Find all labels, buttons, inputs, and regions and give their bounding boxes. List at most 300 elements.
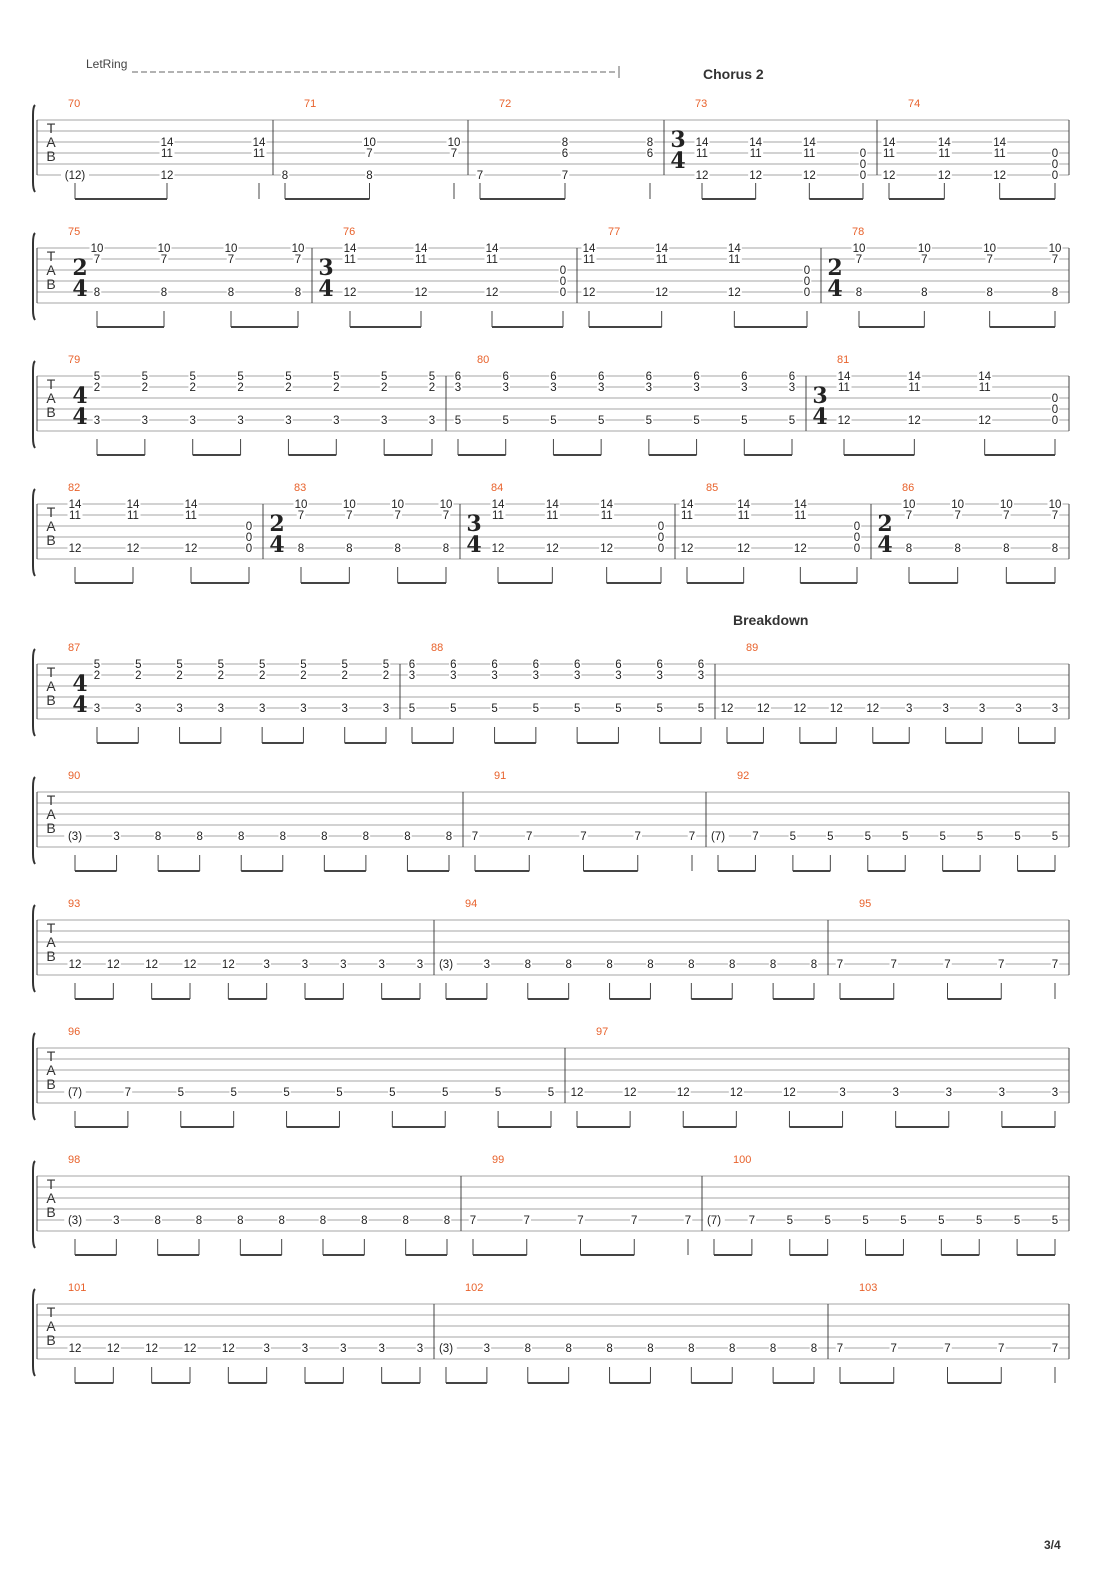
fret-number: 7: [836, 959, 844, 971]
fret-number: 6: [502, 371, 509, 383]
fret-number: 5: [938, 1215, 945, 1227]
time-signature-top: 3: [812, 383, 828, 409]
fret-number: 0: [1051, 404, 1059, 416]
fret-number: 11: [127, 510, 139, 522]
fret-number: 5: [532, 703, 540, 715]
fret-number: 10: [342, 499, 356, 511]
fret-number: 0: [559, 276, 567, 288]
measure-number: 71: [304, 98, 317, 110]
fret-number: 3: [428, 415, 436, 427]
fret-number: 14: [184, 499, 198, 511]
fret-number: 11: [655, 254, 668, 266]
fret-number: 8: [278, 1215, 285, 1227]
fret-number: 7: [1003, 510, 1010, 522]
fret-number: 3: [697, 670, 705, 682]
fret-number: 0: [1051, 415, 1059, 427]
tab-letter-a: A: [46, 678, 56, 694]
fret-number: 11: [938, 148, 951, 160]
system-bracket: [33, 905, 35, 992]
fret-number: 14: [737, 499, 751, 511]
time-signature-top: 4: [72, 671, 88, 697]
fret-number: 8: [561, 137, 569, 149]
fret-number: 11: [583, 254, 595, 266]
fret-number: 8: [346, 543, 353, 555]
fret-number: 11: [546, 510, 559, 522]
fret-number: 7: [526, 831, 533, 843]
fret-number: 6: [550, 371, 557, 383]
fret-number: 12: [907, 415, 921, 427]
fret-number: 8: [366, 170, 373, 182]
time-signature-bottom: 4: [72, 692, 88, 718]
fret-number: 14: [252, 137, 266, 149]
tab-letter-a: A: [46, 1190, 56, 1206]
system-bracket: [33, 105, 35, 192]
fret-number: 8: [565, 1343, 572, 1355]
fret-number: 3: [645, 382, 653, 394]
fret-number: 3: [341, 703, 348, 715]
fret-number: 2: [382, 670, 390, 682]
fret-number: 8: [855, 287, 863, 299]
fret-number: 10: [999, 499, 1013, 511]
fret-number: 3: [532, 670, 540, 682]
fret-number: 3: [450, 670, 457, 682]
tab-letter-a: A: [46, 262, 56, 278]
tab-letter-t: T: [46, 120, 56, 136]
fret-number: 3: [340, 1343, 347, 1355]
fret-number: 5: [902, 831, 909, 843]
time-signature-bottom: 4: [72, 404, 88, 430]
measure-number: 73: [695, 98, 708, 110]
section-label-chorus-2: Chorus 2: [703, 66, 764, 82]
measure-number: 82: [68, 482, 81, 494]
tab-letter-t: T: [46, 1176, 56, 1192]
fret-number: 3: [135, 703, 142, 715]
fret-number: 11: [681, 510, 693, 522]
fret-number: 14: [802, 137, 816, 149]
fret-number: 10: [1048, 499, 1062, 511]
fret-number: 12: [545, 543, 559, 555]
fret-number: 12: [993, 170, 1007, 182]
measure-number: 102: [465, 1282, 484, 1294]
fret-number: 7: [986, 254, 993, 266]
fret-number: 3: [113, 831, 120, 843]
time-signature-bottom: 4: [670, 148, 686, 174]
measure-number: 78: [852, 226, 865, 238]
fret-number: 12: [695, 170, 709, 182]
fret-number: 3: [416, 1343, 424, 1355]
fret-number: 5: [1051, 831, 1059, 843]
fret-number: (7): [706, 1215, 722, 1227]
fret-number: 6: [454, 371, 462, 383]
fret-number: 6: [615, 659, 622, 671]
fret-number: 5: [697, 703, 705, 715]
fret-number: 12: [793, 703, 807, 715]
fret-number: 3: [340, 959, 347, 971]
fret-number: 12: [937, 170, 951, 182]
fret-number: 3: [483, 1343, 491, 1355]
fret-number: 12: [106, 1343, 120, 1355]
tab-letter-t: T: [46, 248, 56, 264]
system-bracket: [33, 777, 35, 864]
fret-number: (7): [67, 1087, 83, 1099]
fret-number: 3: [788, 382, 796, 394]
fret-number: 8: [729, 959, 736, 971]
fret-number: 12: [720, 703, 734, 715]
time-signature-top: 2: [269, 511, 285, 537]
fret-number: 5: [93, 371, 101, 383]
time-signature-top: 3: [318, 255, 334, 281]
fret-number: 12: [183, 1343, 197, 1355]
fret-number: 12: [866, 703, 880, 715]
fret-number: 10: [951, 499, 965, 511]
fret-number: 12: [737, 543, 751, 555]
fret-number: 12: [184, 543, 198, 555]
fret-number: 5: [1013, 1215, 1021, 1227]
fret-number: 8: [154, 1215, 161, 1227]
fret-number: 14: [907, 371, 921, 383]
fret-number: 3: [93, 415, 101, 427]
fret-number: 12: [145, 1343, 159, 1355]
fret-number: 7: [450, 148, 458, 160]
fret-number: 14: [937, 137, 951, 149]
fret-number: 5: [333, 371, 340, 383]
fret-number: 8: [238, 831, 245, 843]
fret-number: 5: [237, 371, 244, 383]
time-signature-bottom: 4: [318, 276, 334, 302]
fret-number: 3: [380, 415, 388, 427]
fret-number: 10: [917, 243, 931, 255]
fret-number: 5: [502, 415, 509, 427]
fret-number: 5: [177, 1087, 184, 1099]
measure-number: 93: [68, 898, 81, 910]
fret-number: 5: [336, 1087, 343, 1099]
fret-number: 14: [545, 499, 559, 511]
system-bracket: [33, 233, 35, 320]
fret-number: 7: [836, 1343, 844, 1355]
tab-letter-t: T: [46, 920, 56, 936]
fret-number: 7: [944, 1343, 951, 1355]
fret-number: 5: [741, 415, 748, 427]
fret-number: 7: [905, 510, 913, 522]
fret-number: (3): [438, 959, 454, 971]
fret-number: 10: [294, 499, 308, 511]
fret-number: 3: [1015, 703, 1022, 715]
fret-number: 8: [281, 170, 289, 182]
fret-number: 3: [263, 1343, 270, 1355]
fret-number: 7: [297, 510, 305, 522]
fret-number: 7: [346, 510, 353, 522]
fret-number: 10: [447, 137, 461, 149]
fret-number: (7): [710, 831, 726, 843]
fret-number: 7: [476, 170, 484, 182]
time-signature-top: 3: [466, 511, 482, 537]
system-bracket: [33, 361, 35, 448]
fret-number: 8: [986, 287, 993, 299]
measure-number: 88: [431, 642, 444, 654]
fret-number: 5: [230, 1087, 237, 1099]
time-signature-bottom: 4: [812, 404, 828, 430]
fret-number: (3): [67, 1215, 83, 1227]
measure-number: 72: [499, 98, 512, 110]
fret-number: 5: [285, 371, 292, 383]
measure-number: 86: [902, 482, 915, 494]
fret-number: 8: [279, 831, 286, 843]
fret-number: 11: [883, 148, 895, 160]
fret-number: 5: [862, 1215, 869, 1227]
fret-number: 7: [998, 959, 1005, 971]
fret-number: 6: [697, 659, 705, 671]
fret-number: 5: [900, 1215, 907, 1227]
fret-number: 7: [160, 254, 168, 266]
fret-number: 3: [573, 670, 581, 682]
fret-number: 10: [291, 243, 305, 255]
fret-number: 14: [343, 243, 357, 255]
fret-number: 12: [749, 170, 763, 182]
fret-number: 11: [908, 382, 921, 394]
fret-number: 5: [442, 1087, 449, 1099]
fret-number: 2: [333, 382, 340, 394]
system-bracket: [33, 489, 35, 576]
time-signature-bottom: 4: [827, 276, 843, 302]
fret-number: 6: [491, 659, 498, 671]
fret-number: 12: [68, 959, 82, 971]
fret-number: 3: [378, 1343, 385, 1355]
tab-letter-b: B: [46, 692, 56, 708]
tab-letter-a: A: [46, 518, 56, 534]
fret-number: 8: [606, 959, 613, 971]
fret-number: 12: [802, 170, 816, 182]
fret-number: 12: [126, 543, 140, 555]
fret-number: 6: [656, 659, 663, 671]
fret-number: 8: [362, 831, 370, 843]
measure-number: 74: [908, 98, 921, 110]
measure-number: 95: [859, 898, 872, 910]
fret-number: 11: [161, 148, 173, 160]
fret-number: 7: [684, 1215, 692, 1227]
tab-letter-b: B: [46, 148, 56, 164]
fret-number: 5: [300, 659, 307, 671]
fret-number: 8: [769, 1343, 777, 1355]
fret-number: 3: [978, 703, 986, 715]
tab-letter-b: B: [46, 1332, 56, 1348]
fret-number: 7: [469, 1215, 477, 1227]
fret-number: 12: [727, 287, 741, 299]
fret-number: 0: [245, 521, 253, 533]
fret-number: 7: [921, 254, 928, 266]
fret-number: 11: [794, 510, 807, 522]
fret-number: 8: [227, 287, 235, 299]
fret-number: 3: [906, 703, 913, 715]
fret-number: 3: [491, 670, 498, 682]
fret-number: 6: [532, 659, 540, 671]
fret-number: 10: [1048, 243, 1062, 255]
fret-number: 0: [859, 148, 867, 160]
fret-number: 7: [523, 1215, 530, 1227]
fret-number: 12: [757, 703, 770, 715]
fret-number: 14: [978, 371, 992, 383]
fret-number: 7: [442, 510, 450, 522]
fret-number: 12: [680, 543, 694, 555]
fret-number: 8: [321, 831, 328, 843]
fret-number: 6: [408, 659, 416, 671]
fret-number: 6: [561, 148, 569, 160]
fret-number: 14: [749, 137, 763, 149]
fret-number: 6: [788, 371, 796, 383]
fret-number: 0: [245, 532, 253, 544]
fret-number: 8: [810, 959, 818, 971]
fret-number: 8: [524, 959, 531, 971]
fret-number: 8: [361, 1215, 368, 1227]
fret-number: 0: [803, 287, 811, 299]
fret-number: 5: [258, 659, 266, 671]
fret-number: 5: [408, 703, 416, 715]
fret-number: 8: [160, 287, 168, 299]
fret-number: 14: [727, 243, 741, 255]
fret-number: 6: [645, 371, 653, 383]
fret-number: 5: [786, 1215, 793, 1227]
fret-number: 3: [333, 415, 340, 427]
fret-number: 8: [294, 287, 302, 299]
tab-letter-b: B: [46, 276, 56, 292]
fret-number: 6: [646, 148, 654, 160]
fret-number: 8: [237, 1215, 244, 1227]
fret-number: 12: [570, 1087, 584, 1099]
page-number: 3/4: [1044, 1538, 1061, 1552]
fret-number: 14: [68, 499, 82, 511]
fret-number: 12: [221, 1343, 235, 1355]
measure-number: 96: [68, 1026, 81, 1038]
fret-number: 12: [68, 1343, 82, 1355]
fret-number: 5: [656, 703, 663, 715]
fret-number: 14: [582, 243, 596, 255]
fret-number: 2: [189, 382, 196, 394]
fret-number: 12: [343, 287, 357, 299]
tab-letter-b: B: [46, 404, 56, 420]
measure-number: 92: [737, 770, 750, 782]
fret-number: 12: [600, 543, 614, 555]
fret-number: 7: [1051, 254, 1059, 266]
fret-number: 7: [227, 254, 235, 266]
measure-number: 94: [465, 898, 478, 910]
fret-number: 7: [561, 170, 569, 182]
fret-number: 3: [113, 1215, 120, 1227]
fret-number: 7: [124, 1087, 132, 1099]
measure-number: 79: [68, 354, 81, 366]
fret-number: 5: [788, 415, 796, 427]
fret-number: 12: [221, 959, 235, 971]
fret-number: 0: [559, 287, 567, 299]
tab-letter-a: A: [46, 806, 56, 822]
fret-number: 5: [189, 371, 196, 383]
fret-number: 0: [859, 159, 867, 171]
fret-number: 5: [789, 831, 797, 843]
fret-number: 7: [294, 254, 302, 266]
fret-number: 3: [408, 670, 416, 682]
fret-number: 2: [217, 670, 225, 682]
time-signature-top: 3: [670, 127, 686, 153]
fret-number: 3: [300, 703, 307, 715]
fret-number: 8: [404, 831, 411, 843]
measure-number: 103: [859, 1282, 878, 1294]
fret-number: (12): [64, 170, 86, 182]
fret-number: 8: [319, 1215, 327, 1227]
fret-number: 5: [615, 703, 622, 715]
time-signature-bottom: 4: [72, 276, 88, 302]
fret-number: 5: [645, 415, 653, 427]
fret-number: 3: [285, 415, 292, 427]
fret-number: 12: [491, 543, 505, 555]
fret-number: 3: [502, 382, 509, 394]
fret-number: 7: [394, 510, 401, 522]
fret-number: 3: [892, 1087, 899, 1099]
fret-number: 10: [90, 243, 104, 255]
fret-number: 5: [827, 831, 834, 843]
fret-number: 8: [1003, 543, 1010, 555]
fret-number: 8: [195, 1215, 203, 1227]
fret-number: 7: [93, 254, 101, 266]
measure-number: 70: [68, 98, 81, 110]
fret-number: 10: [363, 137, 376, 149]
fret-number: 8: [442, 543, 450, 555]
tab-letter-b: B: [46, 948, 56, 964]
fret-number: 7: [577, 1215, 584, 1227]
fret-number: 5: [597, 415, 605, 427]
fret-number: 2: [93, 382, 101, 394]
time-signature-bottom: 4: [466, 532, 482, 558]
fret-number: 3: [382, 703, 390, 715]
fret-number: 12: [485, 287, 499, 299]
fret-number: 12: [793, 543, 807, 555]
tab-letter-b: B: [46, 532, 56, 548]
fret-number: 2: [341, 670, 348, 682]
fret-number: 7: [366, 148, 373, 160]
fret-number: 8: [688, 1343, 695, 1355]
fret-number: 7: [944, 959, 951, 971]
fret-number: 5: [454, 415, 462, 427]
fret-number: 5: [428, 371, 436, 383]
fret-number: 3: [839, 1087, 846, 1099]
fret-number: 8: [154, 831, 162, 843]
tab-letter-a: A: [46, 390, 56, 406]
fret-number: 12: [829, 703, 843, 715]
fret-number: 14: [491, 499, 505, 511]
fret-number: 11: [728, 254, 741, 266]
fret-number: 0: [1051, 393, 1059, 405]
fret-number: 10: [852, 243, 866, 255]
fret-number: 0: [803, 276, 811, 288]
fret-number: 2: [300, 670, 307, 682]
fret-number: 8: [729, 1343, 736, 1355]
measure-number: 87: [68, 642, 81, 654]
fret-number: 3: [217, 703, 225, 715]
fret-number: 5: [547, 1087, 555, 1099]
tab-letter-b: B: [46, 1204, 56, 1220]
fret-number: 3: [1051, 1087, 1059, 1099]
fret-number: 2: [380, 382, 388, 394]
fret-number: (3): [67, 831, 83, 843]
fret-number: 12: [655, 287, 669, 299]
fret-number: 3: [258, 703, 266, 715]
fret-number: 3: [93, 703, 101, 715]
fret-number: 12: [837, 415, 851, 427]
fret-number: 8: [810, 1343, 818, 1355]
fret-number: 7: [890, 1343, 897, 1355]
time-signature-top: 2: [877, 511, 893, 537]
tab-letter-t: T: [46, 1304, 56, 1320]
measure-number: 77: [608, 226, 621, 238]
fret-number: 5: [864, 831, 871, 843]
fret-number: 5: [382, 659, 390, 671]
